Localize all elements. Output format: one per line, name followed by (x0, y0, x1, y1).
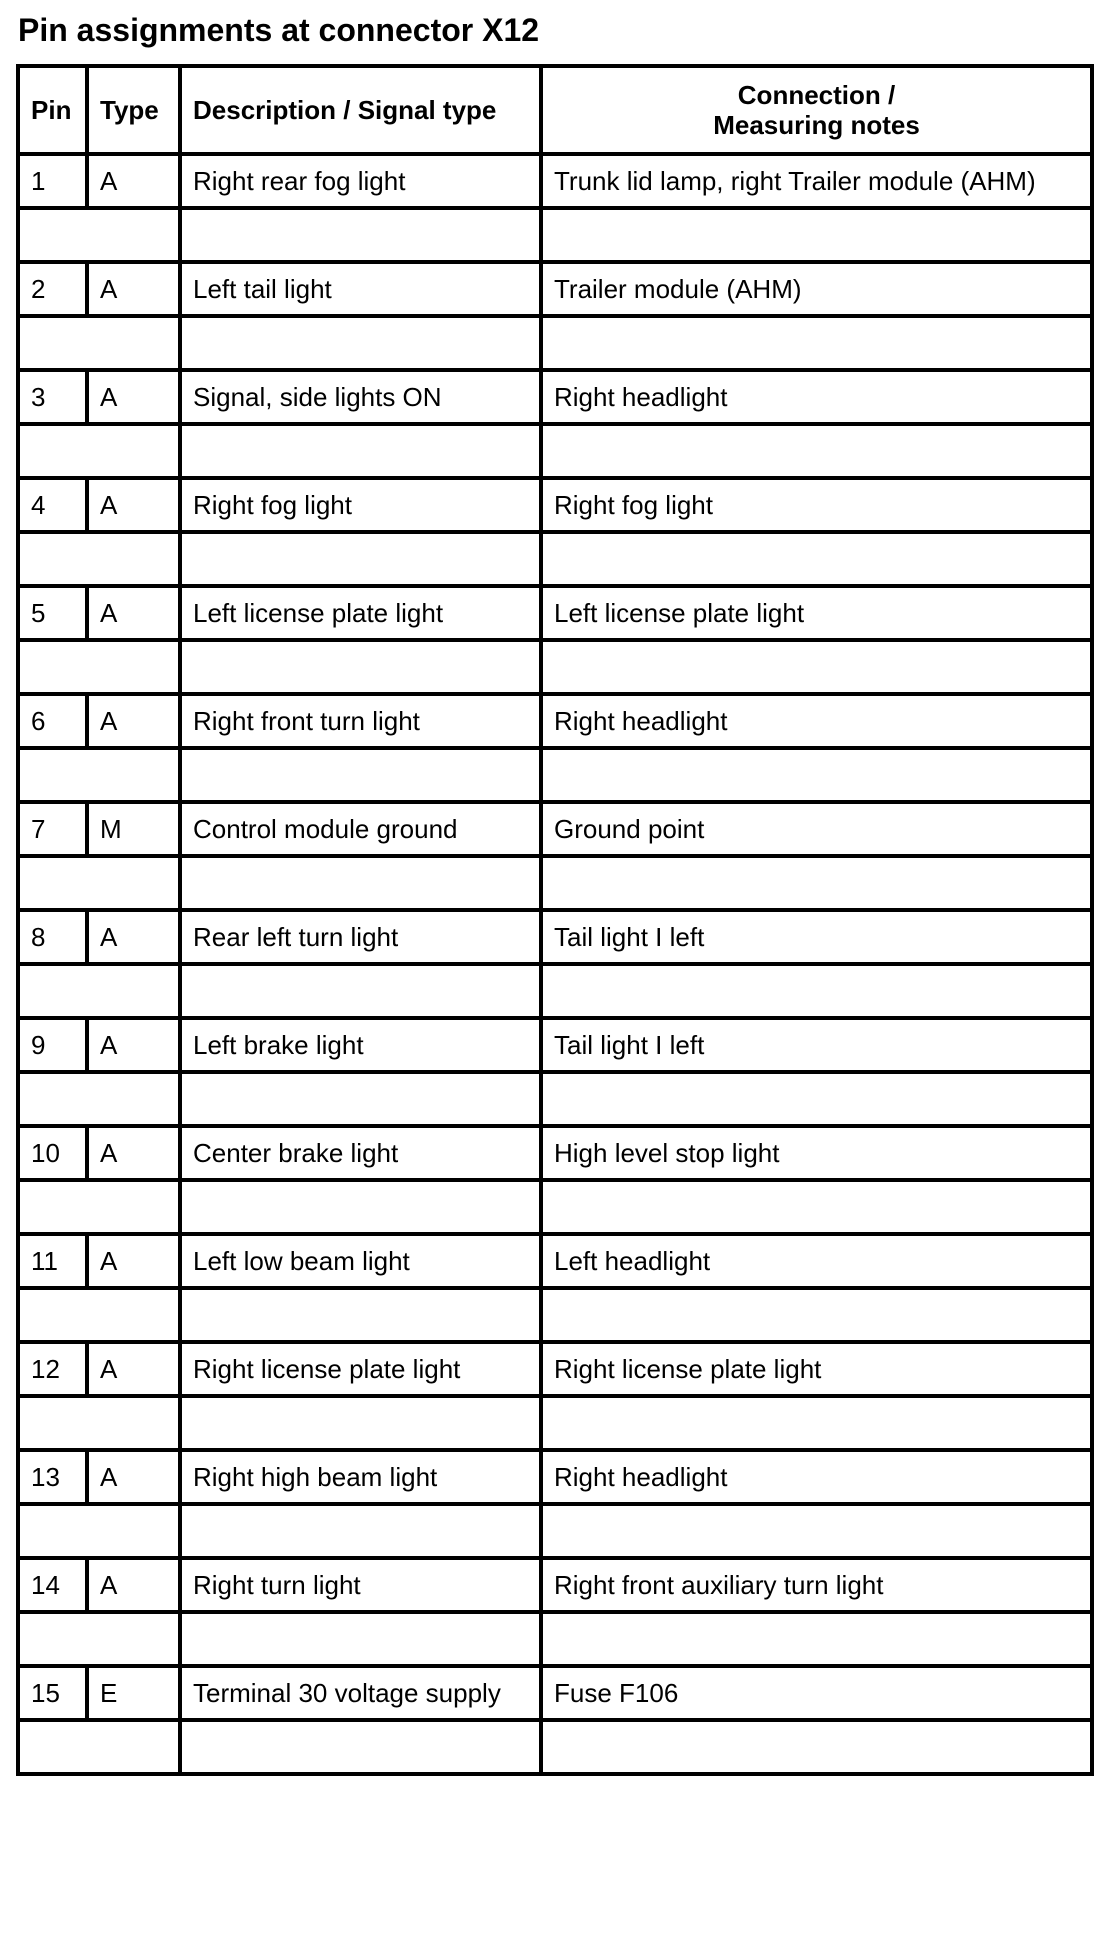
blank-cell (180, 856, 541, 910)
cell-pin: 9 (18, 1018, 87, 1072)
blank-cell (541, 1180, 1092, 1234)
blank-cell (18, 1180, 180, 1234)
blank-row (18, 1288, 1092, 1342)
table-row (18, 1558, 1092, 1612)
blank-row (18, 208, 1092, 262)
blank-cell (541, 1720, 1092, 1774)
cell-type: A (87, 262, 180, 316)
blank-cell (541, 1396, 1092, 1450)
table-row (18, 1126, 1092, 1180)
blank-cell (180, 532, 541, 586)
table-row (18, 1450, 1092, 1504)
table-body (18, 154, 1092, 1774)
blank-cell (180, 1072, 541, 1126)
blank-cell (180, 748, 541, 802)
blank-cell (180, 1288, 541, 1342)
cell-type: A (87, 910, 180, 964)
cell-pin: 15 (18, 1666, 87, 1720)
cell-type: A (87, 478, 180, 532)
cell-connection: Right headlight (541, 370, 1092, 424)
cell-connection: Right headlight (541, 694, 1092, 748)
cell-pin: 8 (18, 910, 87, 964)
cell-description: Terminal 30 voltage supply (180, 1666, 541, 1720)
blank-row (18, 1720, 1092, 1774)
cell-pin: 5 (18, 586, 87, 640)
blank-cell (18, 748, 180, 802)
header-connection-line1: Connection / (737, 80, 896, 110)
header-connection (541, 66, 1092, 154)
blank-cell (18, 1072, 180, 1126)
blank-cell (541, 964, 1092, 1018)
blank-cell (180, 208, 541, 262)
header-description: Description / Signal type (180, 66, 541, 154)
cell-description: Right license plate light (180, 1342, 541, 1396)
blank-cell (180, 1720, 541, 1774)
table-row (18, 586, 1092, 640)
cell-connection: Right headlight (541, 1450, 1092, 1504)
cell-type: A (87, 1558, 180, 1612)
table-row (18, 1234, 1092, 1288)
table-row (18, 1666, 1092, 1720)
cell-description: Center brake light (180, 1126, 541, 1180)
cell-pin: 11 (18, 1234, 87, 1288)
blank-cell (18, 1612, 180, 1666)
blank-cell (541, 1504, 1092, 1558)
blank-cell (18, 1396, 180, 1450)
cell-type: A (87, 1450, 180, 1504)
cell-type: A (87, 694, 180, 748)
blank-cell (180, 1396, 541, 1450)
cell-type: A (87, 154, 180, 208)
blank-cell (18, 208, 180, 262)
table-row (18, 694, 1092, 748)
cell-description: Left low beam light (180, 1234, 541, 1288)
blank-row (18, 532, 1092, 586)
blank-cell (180, 1612, 541, 1666)
cell-description: Signal, side lights ON (180, 370, 541, 424)
table-row (18, 910, 1092, 964)
cell-pin: 14 (18, 1558, 87, 1612)
table-header-row (18, 66, 1092, 154)
blank-cell (18, 964, 180, 1018)
blank-row (18, 856, 1092, 910)
blank-cell (180, 640, 541, 694)
blank-cell (18, 1288, 180, 1342)
table-row (18, 154, 1092, 208)
cell-connection: Right fog light (541, 478, 1092, 532)
blank-cell (541, 532, 1092, 586)
blank-row (18, 1396, 1092, 1450)
blank-cell (541, 1612, 1092, 1666)
cell-pin: 1 (18, 154, 87, 208)
blank-cell (541, 316, 1092, 370)
cell-description: Right high beam light (180, 1450, 541, 1504)
blank-cell (541, 1288, 1092, 1342)
table-row (18, 478, 1092, 532)
table-row (18, 1342, 1092, 1396)
blank-cell (180, 1180, 541, 1234)
cell-connection: Fuse F106 (541, 1666, 1092, 1720)
cell-pin: 4 (18, 478, 87, 532)
cell-connection: Trunk lid lamp, right Trailer module (AHM) (541, 154, 1092, 208)
header-pin: Pin (18, 66, 87, 154)
blank-cell (18, 1504, 180, 1558)
blank-cell (541, 1072, 1092, 1126)
cell-description: Right rear fog light (180, 154, 541, 208)
cell-connection: Trailer module (AHM) (541, 262, 1092, 316)
blank-row (18, 748, 1092, 802)
cell-type: A (87, 370, 180, 424)
blank-row (18, 640, 1092, 694)
blank-cell (180, 964, 541, 1018)
blank-cell (541, 748, 1092, 802)
cell-pin: 6 (18, 694, 87, 748)
cell-type: A (87, 1234, 180, 1288)
blank-cell (18, 640, 180, 694)
blank-cell (18, 316, 180, 370)
cell-connection: Tail light I left (541, 910, 1092, 964)
blank-cell (541, 208, 1092, 262)
cell-pin: 13 (18, 1450, 87, 1504)
cell-connection: Left headlight (541, 1234, 1092, 1288)
cell-type: A (87, 586, 180, 640)
blank-cell (18, 1720, 180, 1774)
cell-type: M (87, 802, 180, 856)
cell-type: A (87, 1018, 180, 1072)
blank-row (18, 424, 1092, 478)
cell-description: Right fog light (180, 478, 541, 532)
cell-description: Right turn light (180, 1558, 541, 1612)
cell-pin: 10 (18, 1126, 87, 1180)
cell-pin: 3 (18, 370, 87, 424)
header-connection-line2: Measuring notes (713, 110, 920, 140)
cell-description: Left tail light (180, 262, 541, 316)
blank-row (18, 1180, 1092, 1234)
blank-cell (180, 1504, 541, 1558)
blank-cell (18, 424, 180, 478)
pin-assignment-table (16, 64, 1094, 1776)
blank-cell (541, 856, 1092, 910)
cell-pin: 7 (18, 802, 87, 856)
table-row (18, 370, 1092, 424)
blank-cell (541, 640, 1092, 694)
cell-connection: Ground point (541, 802, 1092, 856)
blank-cell (18, 532, 180, 586)
cell-connection: Right license plate light (541, 1342, 1092, 1396)
blank-cell (180, 316, 541, 370)
cell-connection: Left license plate light (541, 586, 1092, 640)
page-title: Pin assignments at connector X12 (18, 12, 540, 48)
cell-connection: Tail light I left (541, 1018, 1092, 1072)
cell-type: E (87, 1666, 180, 1720)
blank-row (18, 964, 1092, 1018)
cell-connection: Right front auxiliary turn light (541, 1558, 1092, 1612)
blank-row (18, 316, 1092, 370)
cell-connection: High level stop light (541, 1126, 1092, 1180)
cell-type: A (87, 1126, 180, 1180)
blank-cell (18, 856, 180, 910)
blank-row (18, 1504, 1092, 1558)
cell-type: A (87, 1342, 180, 1396)
table-row (18, 262, 1092, 316)
cell-description: Rear left turn light (180, 910, 541, 964)
cell-description: Right front turn light (180, 694, 541, 748)
blank-row (18, 1612, 1092, 1666)
cell-pin: 2 (18, 262, 87, 316)
blank-cell (541, 424, 1092, 478)
cell-description: Left license plate light (180, 586, 541, 640)
table-row (18, 1018, 1092, 1072)
cell-description: Left brake light (180, 1018, 541, 1072)
blank-row (18, 1072, 1092, 1126)
cell-description: Control module ground (180, 802, 541, 856)
blank-cell (180, 424, 541, 478)
header-type: Type (87, 66, 180, 154)
table-row (18, 802, 1092, 856)
cell-pin: 12 (18, 1342, 87, 1396)
